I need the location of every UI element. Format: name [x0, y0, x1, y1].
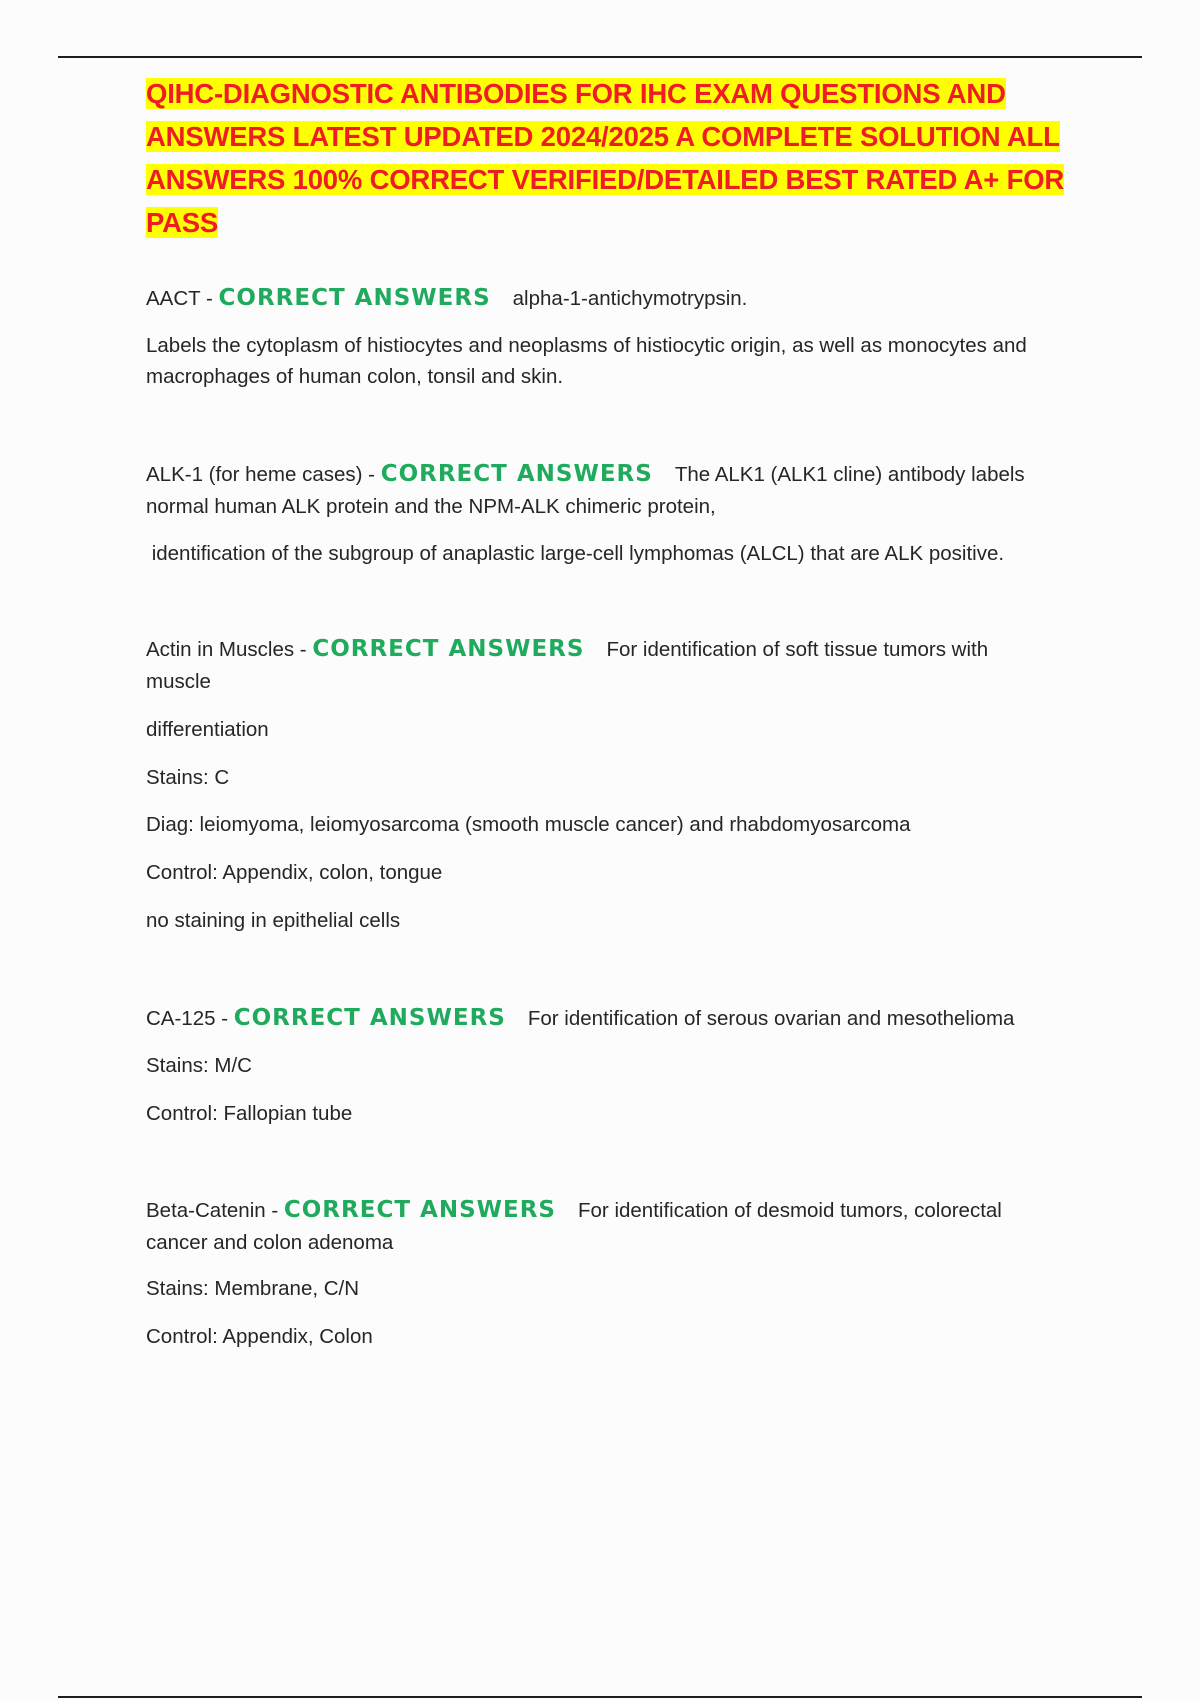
correct-answers-label: CORRECT ANSWERS [312, 636, 585, 662]
entry-ca-125 [146, 1002, 1076, 1130]
entry-answer: For identification of serous ovarian and mesothelioma [527, 1007, 1015, 1030]
title-line: PASS [146, 207, 219, 238]
correct-answers-label: CORRECT ANSWERS [380, 461, 653, 487]
document-body [146, 72, 1076, 1348]
entry-answer-continued: normal human ALK protein and the NPM-ALK chimeric protein, [146, 495, 716, 518]
entry-detail: Control: Fallopian tube [146, 1102, 353, 1125]
entry-detail: identification of the subgroup of anaplastic large-cell lymphomas (ALCL) that are ALK positive. [146, 542, 1005, 565]
entry-answer: For identification of soft tissue tumors with [606, 638, 989, 661]
entry-actin-in-muscles [146, 633, 1076, 937]
entry-answer-continued: muscle [146, 670, 211, 693]
title-line: ANSWERS LATEST UPDATED 2024/2025 A COMPLETE SOLUTION ALL [146, 121, 1060, 152]
correct-answers-label: CORRECT ANSWERS [233, 1005, 506, 1031]
entry-detail: Stains: Membrane, C/N [146, 1277, 360, 1300]
entry-term: Beta-Catenin - [146, 1199, 284, 1222]
entry-beta-catenin [146, 1194, 1076, 1353]
bottom-rule [58, 1696, 1142, 1698]
document-title [146, 72, 1076, 244]
entry-detail: no staining in epithelial cells [146, 909, 401, 932]
entry-detail: Labels the cytoplasm of histiocytes and neoplasms of histiocytic origin, as well as monocytes and macrophages of human colon, tonsil and skin. [146, 334, 1027, 388]
entry-term: AACT - [146, 287, 219, 310]
entry-term: CA-125 - [146, 1007, 234, 1030]
entry-answer: alpha-1-antichymotrypsin. [512, 287, 748, 310]
title-line: ANSWERS 100% CORRECT VERIFIED/DETAILED BEST RATED A+ FOR [146, 164, 1065, 195]
entry-answer: For identification of desmoid tumors, colorectal [578, 1199, 1002, 1222]
entry-answer: The ALK1 (ALK1 cline) antibody labels [674, 463, 1025, 486]
title-line: QIHC-DIAGNOSTIC ANTIBODIES FOR IHC EXAM QUESTIONS AND [146, 78, 1006, 109]
entry-detail: Stains: C [146, 766, 230, 789]
entry-detail: Stains: M/C [146, 1054, 252, 1077]
entry-heading [146, 633, 1076, 666]
entry-answer-continued: cancer and colon adenoma [146, 1231, 394, 1254]
correct-answers-label: CORRECT ANSWERS [218, 285, 491, 311]
entry-heading [146, 282, 1076, 315]
entry-detail: differentiation [146, 718, 269, 741]
entry-heading [146, 458, 1076, 491]
entry-detail: Control: Appendix, Colon [146, 1325, 373, 1348]
entry-term: Actin in Muscles - [146, 638, 313, 661]
entry-detail: Diag: leiomyoma, leiomyosarcoma (smooth muscle cancer) and rhabdomyosarcoma [146, 813, 911, 836]
entry-term: ALK-1 (for heme cases) - [146, 463, 381, 486]
top-rule [58, 56, 1142, 58]
entry-alk1 [146, 458, 1076, 570]
entry-aact [146, 282, 1076, 392]
entry-heading [146, 1002, 1076, 1035]
entry-detail: Control: Appendix, colon, tongue [146, 861, 443, 884]
correct-answers-label: CORRECT ANSWERS [283, 1197, 556, 1223]
entry-heading [146, 1194, 1076, 1227]
